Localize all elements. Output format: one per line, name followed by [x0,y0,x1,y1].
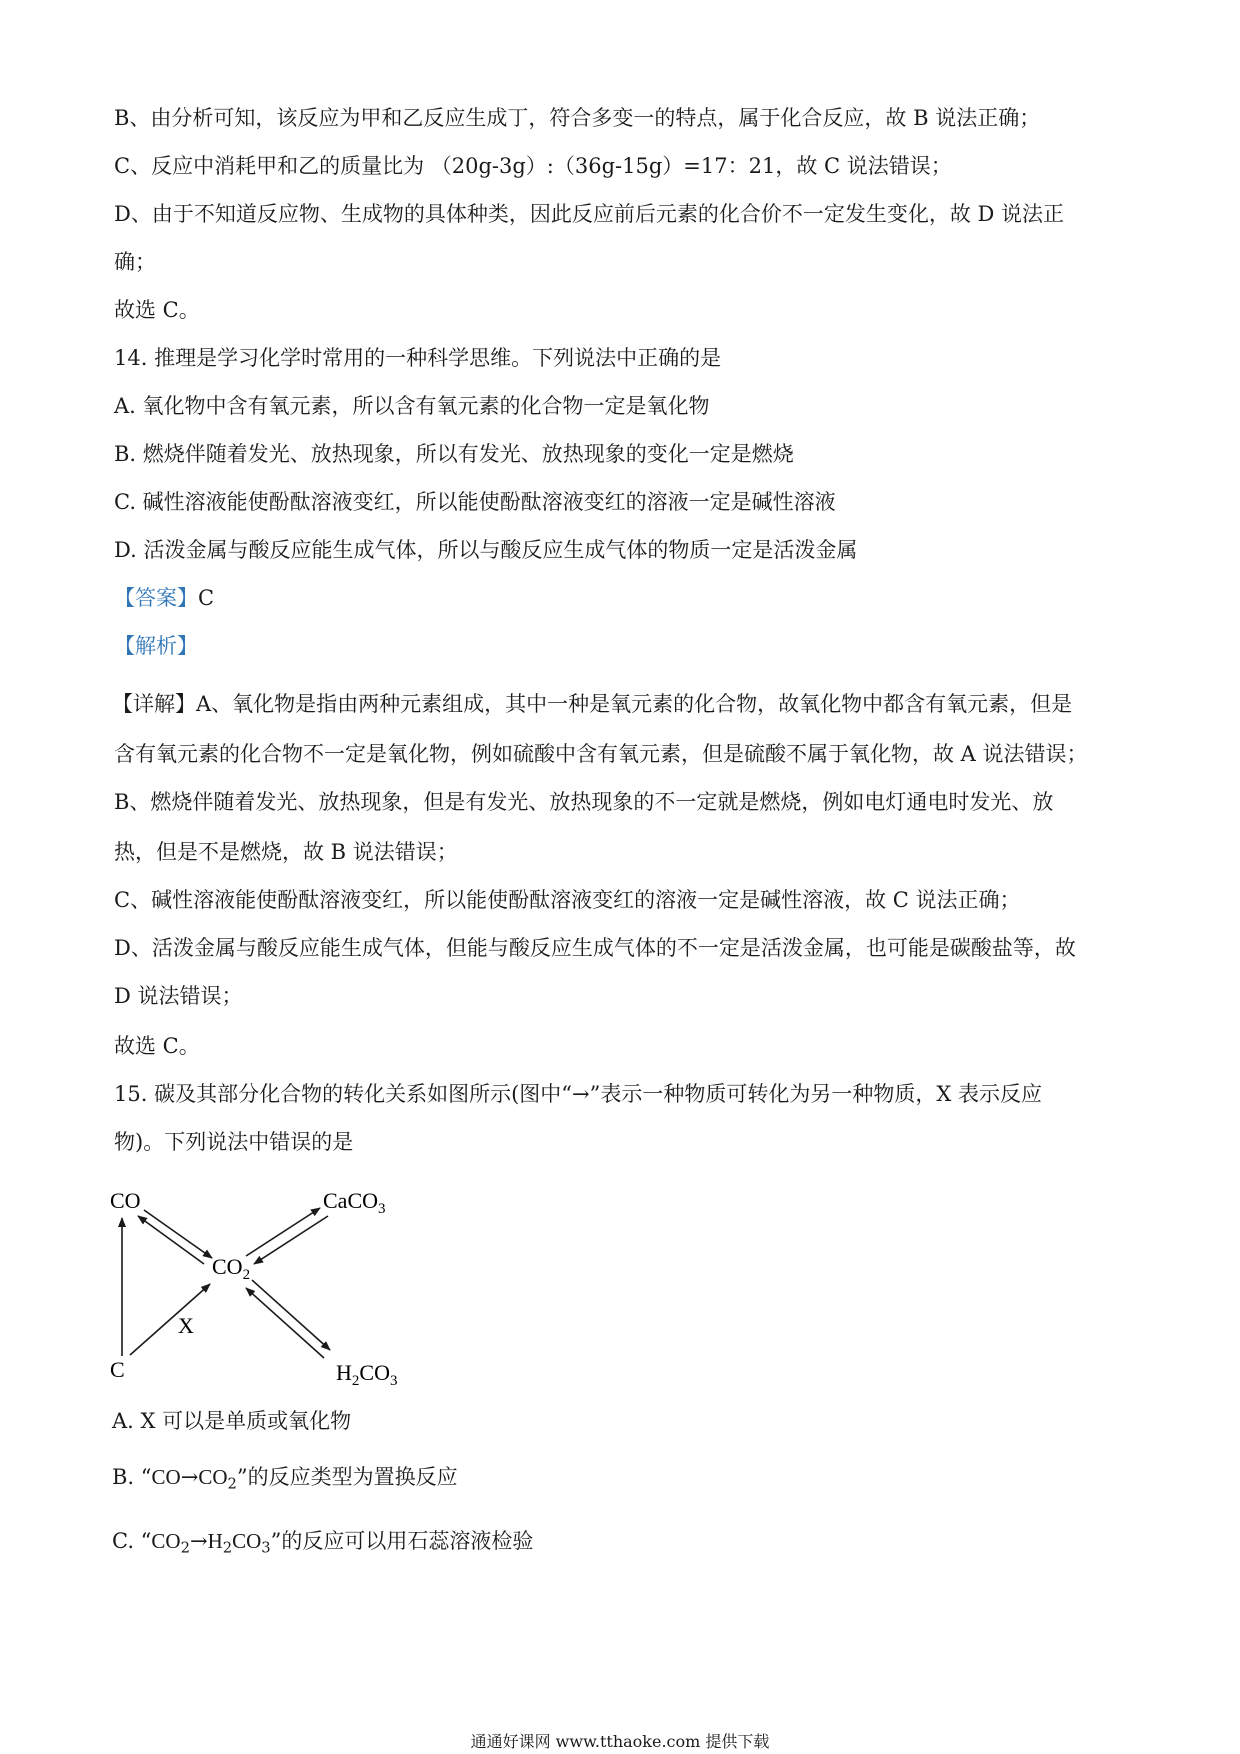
analysis-heading [114,632,198,660]
question-15-option-c: C. “$CO_2\to H_2CO_3$”的反应可以用石蕊溶液检验 [112,1529,534,1557]
x-label: X [178,1313,194,1338]
detail-line-3: B、燃烧伴随着发光、放热现象，但是有发光、放热现象的不一定就是燃烧，例如电灯通电时发光、放 [114,790,1054,814]
detail-line-8: 故选 C。 [114,1034,200,1058]
analysis-tag: 【解析】 [114,634,198,658]
detail-line-6: D、活泼金属与酸反应能生成气体，但能与酸反应生成气体的不一定是活泼金属，也可能是碳酸盐等，故 [114,936,1076,960]
question-14-stem: 14. 推理是学习化学时常用的一种科学思维。下列说法中正确的是 [114,346,722,370]
detail-tag: 【详解】 [112,692,196,716]
detail-line-4: 热，但是不是燃烧，故 B 说法错误； [114,840,458,864]
co2-label: $CO_2$ [212,1254,251,1283]
detail-line-7: D 说法错误； [114,984,243,1008]
analysis-line-c: C、反应中消耗甲和乙的质量比为 （20g-3g）:（36g-15g）=17：21，故 C 说法错误； [114,154,952,178]
question-15-stem-2: 物)。下列说法中错误的是 [114,1130,354,1154]
analysis-line-d-cont: 确； [114,250,156,274]
analysis-line-b: B、由分析可知，该反应为甲和乙反应生成丁，符合多变一的特点，属于化合反应，故 B 说法正确； [114,106,1041,130]
footer-watermark: 通通好课网 www.tthaoke.com 提供下载 [470,1732,770,1751]
co-label: CO [110,1188,141,1213]
arrow-h2co3-to-co2 [246,1288,324,1358]
caco3-label: CaCO$_3$ [323,1188,386,1217]
conclusion-line: 故选 C。 [114,298,200,322]
answer-value: C [198,586,215,610]
arrow-co-to-co2 [144,1210,212,1258]
arrow-co2-to-h2co3 [252,1280,330,1350]
c-label: C [110,1357,125,1382]
question-15-option-a: A. X 可以是单质或氧化物 [112,1409,352,1433]
h2co3-label: $H_2CO_3$ [336,1360,398,1388]
question-15-option-b: B. “$CO\to CO_2$”的反应类型为置换反应 [112,1465,458,1493]
question-14-option-b: B. 燃烧伴随着发光、放热现象，所以有发光、放热现象的变化一定是燃烧 [114,442,794,466]
arrow-co2-to-co [138,1216,204,1264]
detail-text: A、氧化物是指由两种元素组成，其中一种是氧元素的化合物，故氧化物中都含有氧元素，但是 [196,692,1073,716]
arrow-co2-to-caco3 [246,1208,320,1256]
question-15-stem-1: 15. 碳及其部分化合物的转化关系如图所示(图中“→”表示一种物质可转化为另一种物质，X 表示反应 [114,1082,1042,1106]
question-14-option-d: D. 活泼金属与酸反应能生成气体，所以与酸反应生成气体的物质一定是活泼金属 [114,538,858,562]
carbon-conversion-diagram [108,1178,438,1388]
answer-line [114,584,214,612]
question-14-option-a: A. 氧化物中含有氧元素，所以含有氧元素的化合物一定是氧化物 [114,394,710,418]
answer-tag: 【答案】 [114,586,198,610]
question-14-option-c: C. 碱性溶液能使酚酞溶液变红，所以能使酚酞溶液变红的溶液一定是碱性溶液 [114,490,836,514]
detail-line-1 [112,690,1072,718]
detail-line-5: C、碱性溶液能使酚酞溶液变红，所以能使酚酞溶液变红的溶液一定是碱性溶液，故 C 说法正确； [114,888,1021,912]
detail-line-2: 含有氧元素的化合物不一定是氧化物，例如硫酸中含有氧元素，但是硫酸不属于氧化物，故 A 说法错误； [114,742,1088,766]
arrow-caco3-to-co2 [254,1216,328,1264]
arrow-c-to-co2 [130,1284,210,1355]
analysis-line-d: D、由于不知道反应物、生成物的具体种类，因此反应前后元素的化合价不一定发生变化，故 D 说法正 [114,202,1065,226]
